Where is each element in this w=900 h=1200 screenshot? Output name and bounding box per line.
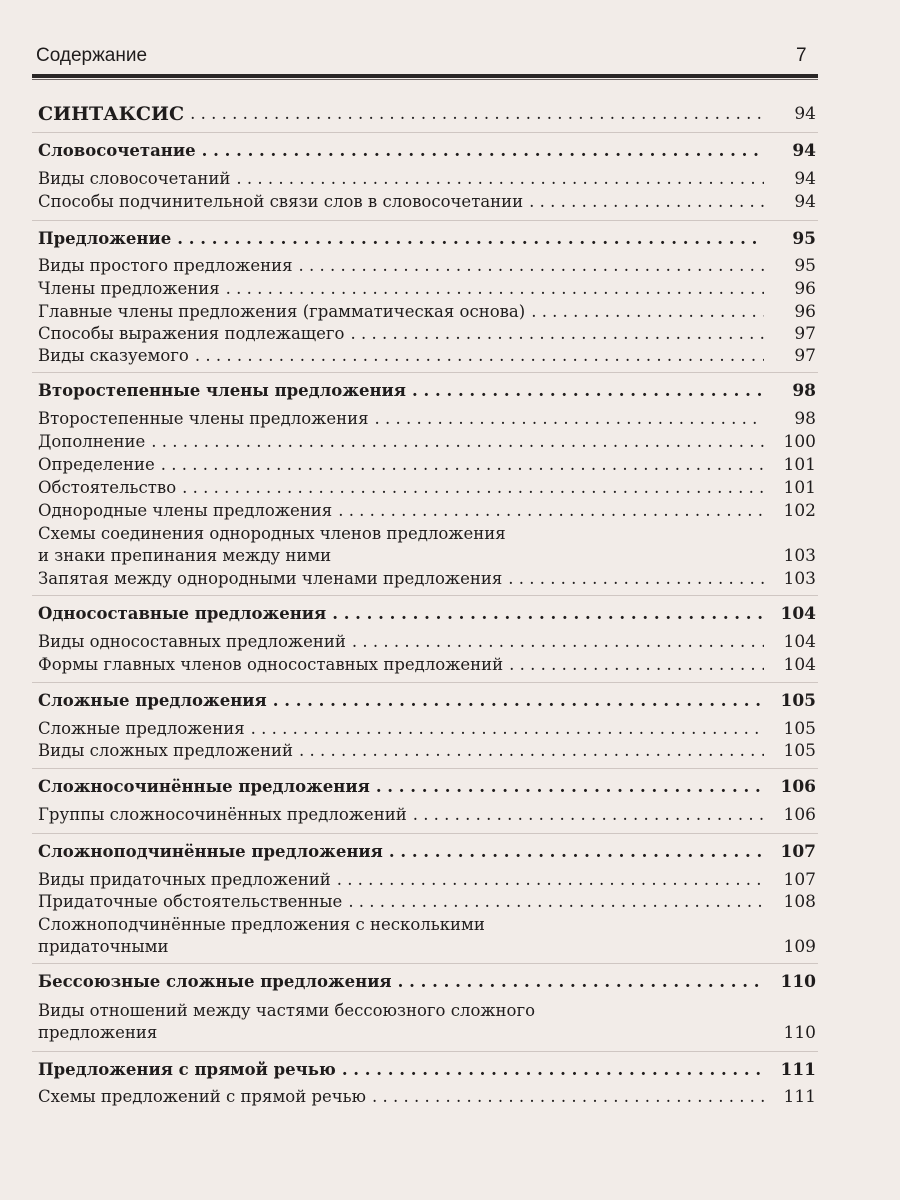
running-header-title: Содержание	[36, 45, 148, 66]
dot-leader	[348, 891, 764, 913]
toc-entry-title: Сложносочинённые предложения	[38, 777, 370, 796]
toc-entry[interactable]	[38, 654, 816, 676]
toc-entry-title: Формы главных членов односоставных предложений	[38, 655, 504, 674]
toc-entry[interactable]	[38, 454, 816, 476]
toc-page-number: 105	[783, 741, 816, 761]
toc-entry-title: Виды простого предложения	[38, 256, 293, 275]
toc-entry[interactable]	[38, 500, 816, 522]
toc-entry-title: Обстоятельство	[38, 478, 177, 497]
dot-leader	[251, 718, 764, 740]
toc-entry-title: Сложноподчинённые предложения	[38, 842, 383, 861]
dot-leader	[531, 301, 764, 323]
toc-entry[interactable]	[38, 740, 816, 762]
toc-entry[interactable]	[38, 228, 816, 250]
dot-leader	[273, 690, 764, 712]
dot-leader	[375, 408, 765, 430]
section-divider	[32, 220, 818, 221]
toc-entry[interactable]	[38, 255, 816, 277]
dot-leader	[299, 740, 764, 762]
toc-entry[interactable]	[38, 891, 816, 913]
toc-entry-title: Определение	[38, 455, 155, 474]
toc-entry-title: Виды отношений между частями бессоюзного сложного	[38, 1001, 536, 1020]
toc-page-number: 110	[783, 1023, 816, 1043]
toc-entry[interactable]	[38, 477, 816, 499]
toc-page-number: 94	[794, 169, 816, 189]
header-rule-thin	[32, 79, 818, 80]
toc-entry-title: Виды односоставных предложений	[38, 632, 346, 651]
toc-entry[interactable]	[38, 690, 816, 712]
toc-page-number: 110	[780, 972, 816, 992]
toc-entry-title: Схемы предложений с прямой речью	[38, 1087, 367, 1106]
toc-entry[interactable]	[38, 380, 816, 402]
toc-entry-title: Предложения с прямой речью	[38, 1060, 336, 1079]
toc-entry[interactable]	[38, 776, 816, 798]
toc-page-number: 96	[794, 302, 816, 322]
dot-leader	[412, 380, 764, 402]
toc-entry-title: Придаточные обстоятельственные	[38, 892, 343, 911]
toc-page-number: 111	[783, 1087, 816, 1107]
section-divider	[32, 595, 818, 596]
dot-leader	[161, 454, 764, 476]
toc-entry-title: Главные члены предложения (грамматическая основа)	[38, 302, 526, 321]
toc-entry[interactable]	[38, 804, 816, 826]
section-divider	[32, 963, 818, 964]
toc-page-number: 105	[783, 719, 816, 739]
dot-leader	[351, 323, 765, 345]
dot-leader	[352, 631, 764, 653]
toc-entry-title-cont: и знаки препинания между ними	[38, 546, 332, 565]
toc-entry[interactable]	[38, 971, 816, 993]
toc-entry-title-cont: придаточными	[38, 937, 169, 956]
toc-entry-title: Второстепенные члены предложения	[38, 409, 369, 428]
toc-entry[interactable]	[38, 869, 816, 891]
toc-entry-title: Однородные члены предложения	[38, 501, 333, 520]
toc-entry-title: Сложные предложения	[38, 719, 245, 738]
toc-entry[interactable]	[38, 1000, 816, 1044]
dot-leader	[508, 568, 764, 590]
toc-entry[interactable]	[38, 103, 816, 125]
toc-entry-title: Односоставные предложения	[38, 604, 327, 623]
dot-leader	[236, 168, 764, 190]
toc-entry[interactable]	[38, 568, 816, 590]
section-divider	[32, 682, 818, 683]
dot-leader	[337, 869, 764, 891]
section-divider	[32, 372, 818, 373]
toc-entry[interactable]	[38, 1086, 816, 1108]
dot-leader	[342, 1059, 764, 1081]
toc-page-number: 109	[783, 937, 816, 957]
dot-leader	[389, 841, 764, 863]
toc-entry[interactable]	[38, 278, 816, 300]
toc-entry-title: Запятая между однородными членами предложения	[38, 569, 503, 588]
dot-leader	[509, 654, 764, 676]
toc-entry-title: Сложноподчинённые предложения с несколькими	[38, 915, 485, 934]
dot-leader	[529, 191, 764, 213]
toc-entry-title: Словосочетание	[38, 141, 196, 160]
toc-page-number: 104	[783, 632, 816, 652]
toc-page-number: 107	[780, 842, 816, 862]
toc-entry-title: Способы выражения подлежащего	[38, 324, 345, 343]
toc-entry-title: Предложение	[38, 229, 172, 248]
toc-entry[interactable]	[38, 323, 816, 345]
toc-entry[interactable]	[38, 191, 816, 213]
toc-page-number: 104	[783, 655, 816, 675]
toc-entry[interactable]	[38, 140, 816, 162]
dot-leader	[413, 804, 764, 826]
toc-page-number: 105	[780, 691, 816, 711]
toc-entry-title: Члены предложения	[38, 279, 220, 298]
dot-leader	[202, 140, 764, 162]
toc-page-number: 94	[792, 141, 816, 161]
toc-entry[interactable]	[38, 603, 816, 625]
toc-page-number: 94	[794, 104, 816, 124]
toc-entry[interactable]	[38, 1059, 816, 1081]
toc-entry-title: Виды сложных предложений	[38, 741, 294, 760]
toc-entry-title: Второстепенные члены предложения	[38, 381, 406, 400]
dot-leader	[376, 776, 764, 798]
section-divider	[32, 833, 818, 834]
toc-entry[interactable]	[38, 301, 816, 323]
page-number: 7	[796, 45, 807, 66]
dot-leader	[372, 1086, 764, 1108]
section-divider	[32, 132, 818, 133]
dot-leader	[190, 103, 764, 125]
toc-page-number: 94	[794, 192, 816, 212]
toc-entry-title: Схемы соединения однородных членов предложения	[38, 524, 506, 543]
header-rule	[32, 74, 818, 78]
toc-entry-title: Сложные предложения	[38, 691, 267, 710]
dot-leader	[151, 431, 764, 453]
toc-page-number: 101	[783, 455, 816, 475]
toc-page-number: 98	[792, 381, 816, 401]
toc-page-number: 111	[780, 1060, 816, 1080]
toc-entry[interactable]	[38, 914, 816, 958]
toc-page-number: 97	[794, 346, 816, 366]
toc-page-number: 102	[783, 501, 816, 521]
toc-page-number: 97	[794, 324, 816, 344]
toc-entry-title: Способы подчинительной связи слов в словосочетании	[38, 192, 524, 211]
section-divider	[32, 1051, 818, 1052]
toc-page-number: 103	[783, 569, 816, 589]
section-divider	[32, 768, 818, 769]
toc-entry[interactable]	[38, 168, 816, 190]
toc-entry-title: Виды сказуемого	[38, 346, 189, 365]
dot-leader	[195, 345, 764, 367]
dot-leader	[177, 228, 764, 250]
toc-page-number: 108	[783, 892, 816, 912]
dot-leader	[398, 971, 764, 993]
toc-entry-title: Группы сложносочинённых предложений	[38, 805, 407, 824]
dot-leader	[332, 603, 764, 625]
toc-page-number: 98	[794, 409, 816, 429]
toc-entry-title: Виды словосочетаний	[38, 169, 231, 188]
toc-entry[interactable]	[38, 718, 816, 740]
toc-page-number: 95	[792, 229, 816, 249]
toc-page-number: 101	[783, 478, 816, 498]
toc-page-number: 96	[794, 279, 816, 299]
toc-entry-title: Виды придаточных предложений	[38, 870, 331, 889]
toc-page-number: 103	[783, 546, 816, 566]
dot-leader	[338, 500, 764, 522]
toc-entry[interactable]	[38, 523, 816, 567]
toc-entry[interactable]	[38, 408, 816, 430]
toc-page-number: 107	[783, 870, 816, 890]
toc-entry-title: СИНТАКСИС	[38, 103, 185, 125]
toc-page-number: 95	[794, 256, 816, 276]
toc-entry[interactable]	[38, 345, 816, 367]
toc-page-number: 106	[783, 805, 816, 825]
dot-leader	[226, 278, 764, 300]
dot-leader	[299, 255, 764, 277]
toc-page-number: 100	[783, 432, 816, 452]
toc-page-number: 104	[780, 604, 816, 624]
toc-entry-title-cont: предложения	[38, 1023, 158, 1042]
toc-entry[interactable]	[38, 431, 816, 453]
toc-entry[interactable]	[38, 841, 816, 863]
toc-entry-title: Бессоюзные сложные предложения	[38, 972, 392, 991]
toc-entry-title: Дополнение	[38, 432, 146, 451]
toc-entry[interactable]	[38, 631, 816, 653]
toc-page-number: 106	[780, 777, 816, 797]
dot-leader	[182, 477, 764, 499]
